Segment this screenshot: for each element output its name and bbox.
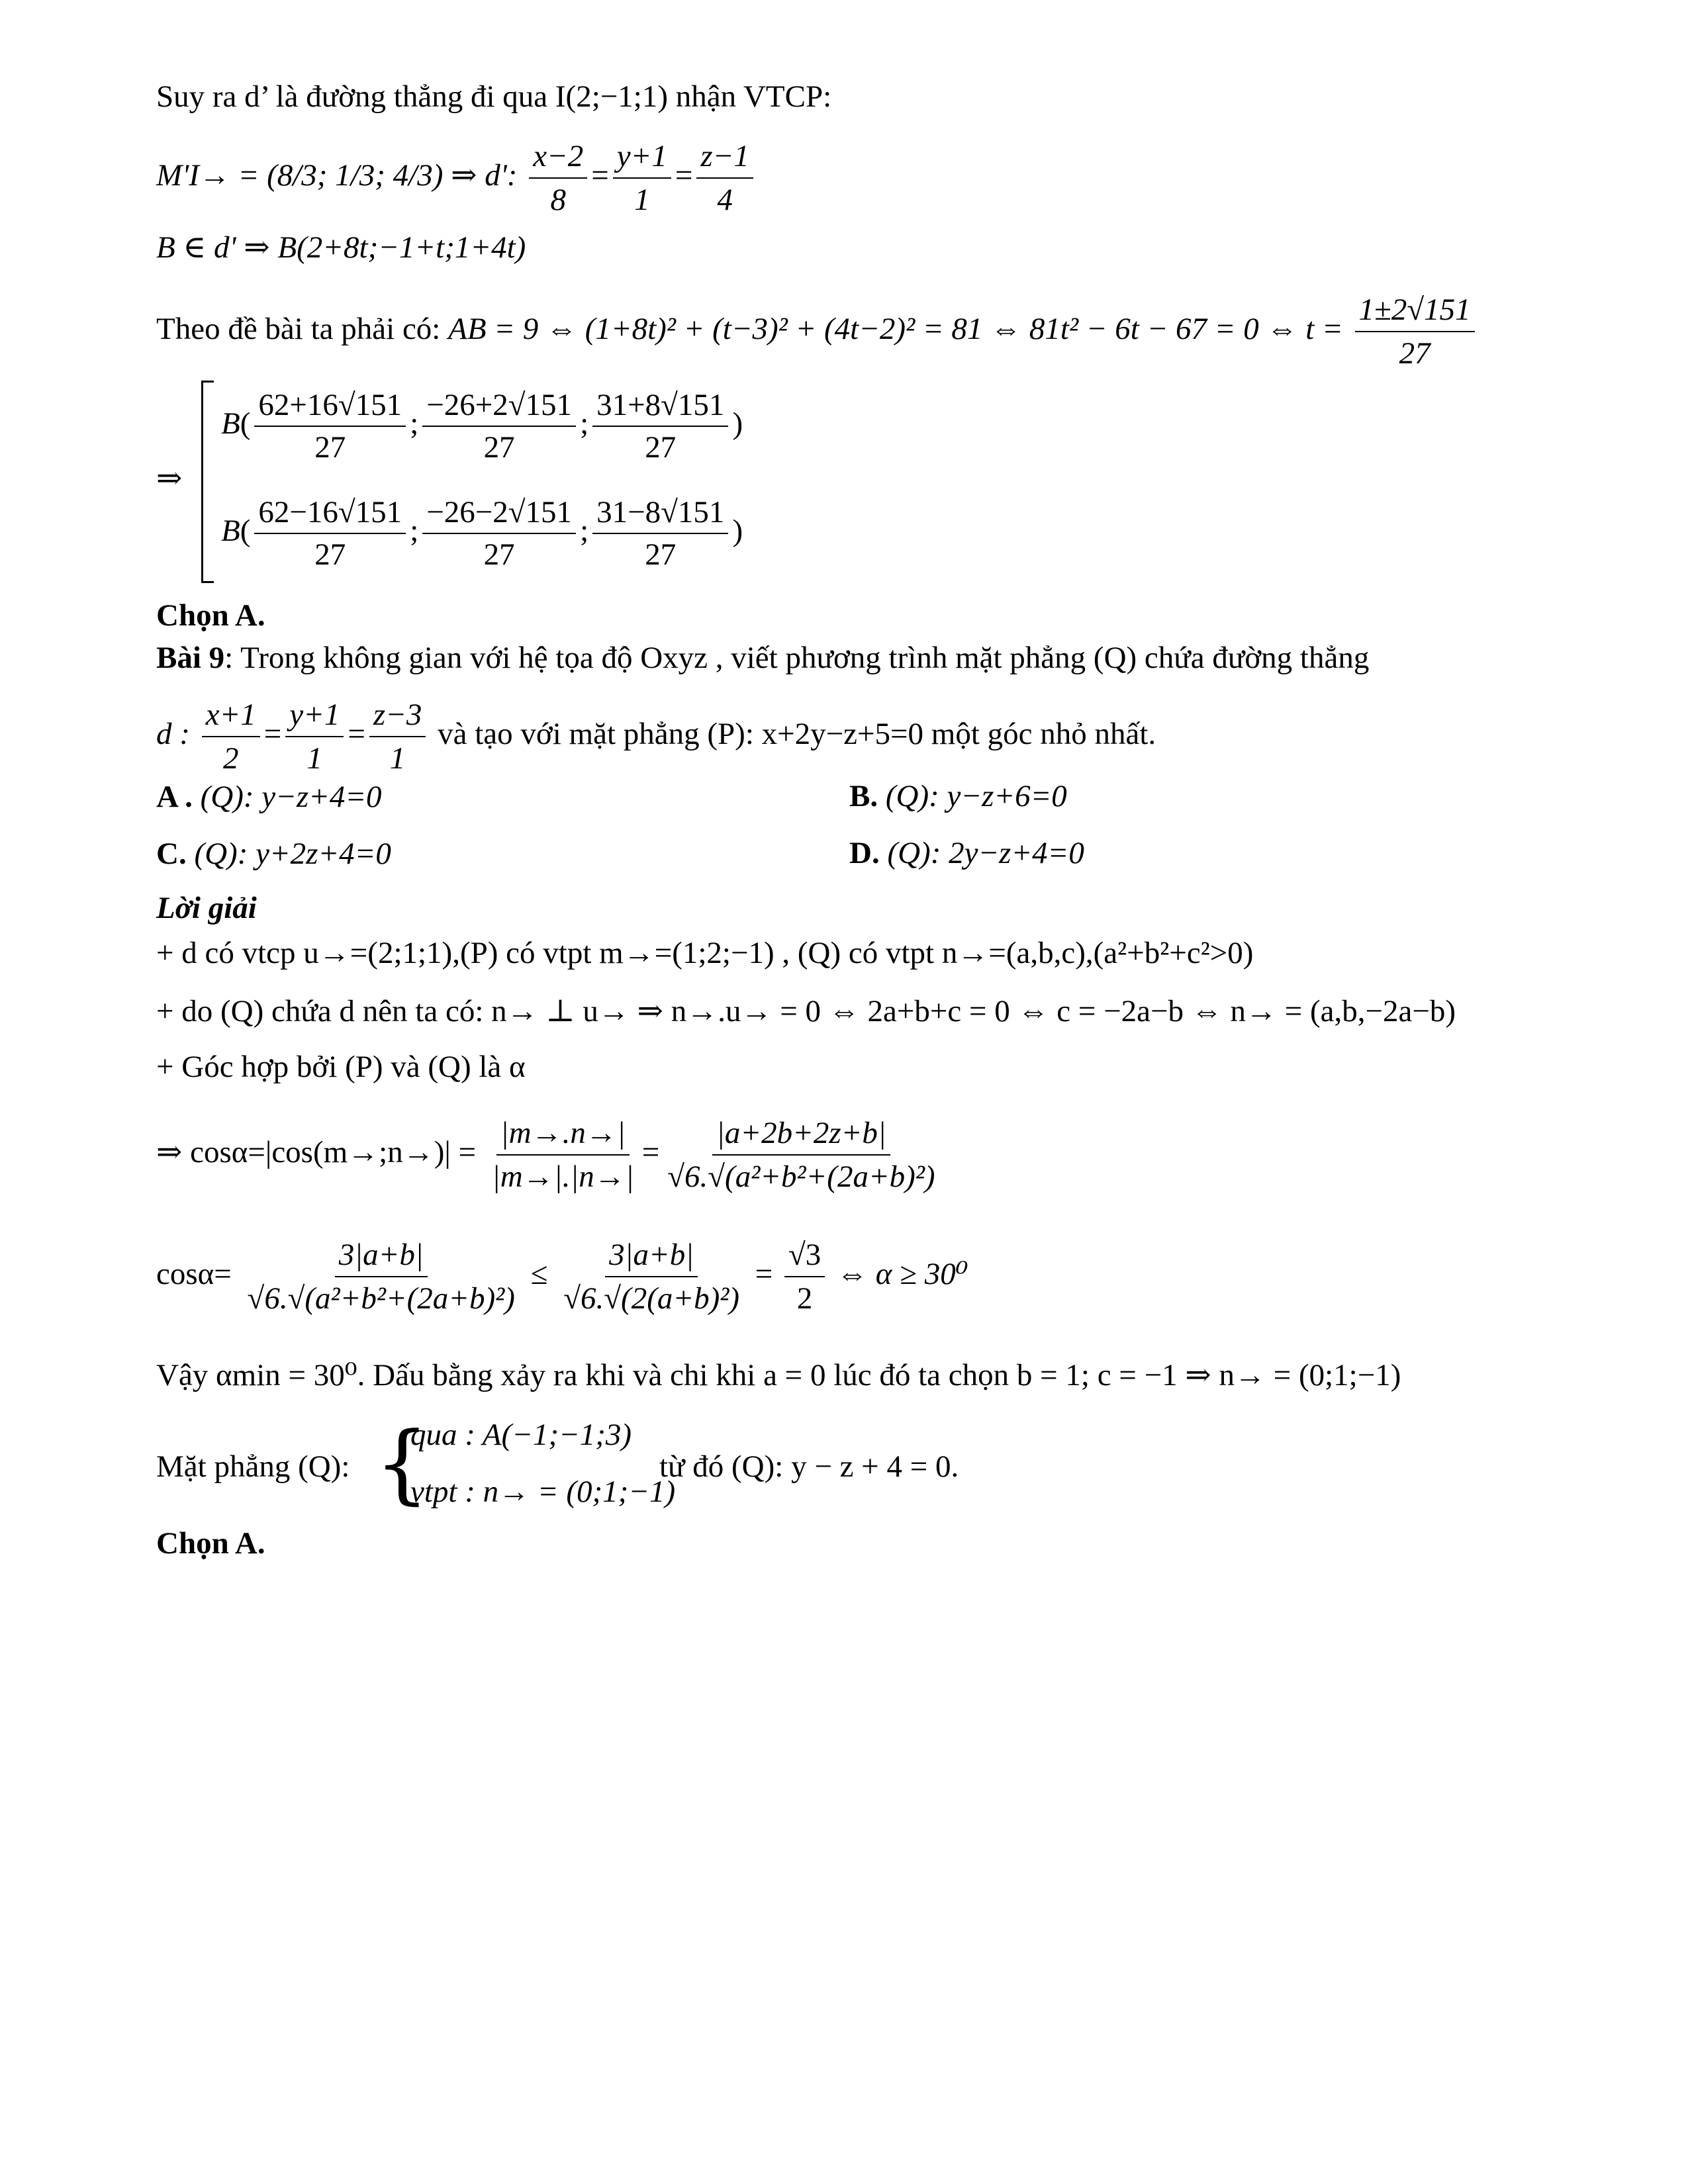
option-c: C. (Q): y+2z+4=0: [156, 837, 391, 871]
choose-answer-2: Chọn A.: [156, 1526, 265, 1561]
solution-heading: Lời giải: [156, 891, 257, 925]
fraction: $\frac{62+16√151}{27}$: [254, 387, 406, 465]
fraction: $\frac{z-3}{1}$: [369, 696, 426, 778]
solution-step-2: + do (Q) chứa d nên ta có: n→ ⊥ u→ ⇒ n→.u→ = 0 ⇔ 2a+b+c = 0 ⇔ c = −2a−b ⇔ n→ = (a,b,−2a−b): [156, 994, 1456, 1028]
fraction: $\frac{|a+2b+2z+b|}{\text{√6.√(a²+b²+(2a+b)²)}}$: [667, 1116, 935, 1195]
problem-9-label: Bài 9: [156, 641, 225, 675]
line-point-b-param: B ∈ d' ⇒ B(2+8t;−1+t;1+4t): [156, 230, 526, 265]
fraction: $\frac{y+1}{1}$: [613, 138, 671, 219]
option-b: B. (Q): y−z+6=0: [849, 779, 1067, 813]
solution-cos-formula: ⇒ cosα=|cos(m→;n→)| = $\frac{|m\to.n\to|}{|m\to|.|n\to|}$ = $\frac{|a+2b+2z+b|}{\text{√6.√(a²+b²+(2a+b)²)}}$: [156, 1115, 943, 1196]
fraction: $\frac{x-2}{8}$: [529, 138, 587, 219]
line-distance-condition: Theo đề bài ta phải có: AB = 9 ⇔ (1+8t)² + (t−3)² + (4t−2)² = 81 ⇔ 81t² − 6t − 67 = 0 ⇔ t = $\frac{1\pm 2√151}{27}$: [156, 291, 1479, 373]
option-d: D. (Q): 2y−z+4=0: [849, 836, 1084, 870]
fraction: $\frac{62-16√151}{27}$: [254, 494, 406, 572]
point-b-solution-2: B( $\frac{62-16√151}{27}$ ; $\frac{-26-2√151}{27}$ ; $\frac{31-8√151}{27}$ ): [221, 495, 743, 572]
line-direction-vector-intro: Suy ra d’ là đường thẳng đi qua I(2;−1;1) nhận VTCP:: [156, 79, 832, 114]
brace-symbol: {: [375, 1413, 430, 1514]
solution-step-3: + Góc hợp bởi (P) và (Q) là α: [156, 1050, 526, 1084]
line-line-equation: M'I→ = (8/3; 1/3; 4/3) ⇒ d': $\frac{x-2}{8}$ = $\frac{y+1}{1}$ = $\frac{z-1}{4}$: [156, 138, 757, 219]
solution-step-1: + d có vtcp u→=(2;1;1),(P) có vtpt m→=(1;2;−1) , (Q) có vtpt n→=(a,b,c),(a²+b²+c²>0): [156, 936, 1254, 970]
point-b-solution-1: B( $\frac{62+16√151}{27}$ ; $\frac{-26+2√151}{27}$ ; $\frac{31+8√151}{27}$ ): [221, 388, 743, 465]
fraction: $\frac{3|a+b|}{\text{√6.√(a²+b²+(2a+b)²)}}$: [247, 1238, 515, 1316]
option-a: A . (Q): y−z+4=0: [156, 780, 382, 814]
fraction: $\frac{√3}{2}$: [784, 1236, 825, 1318]
solution-bracket: [156, 381, 951, 592]
implies-symbol: ⇒: [156, 461, 183, 496]
fraction: $\frac{31-8√151}{27}$: [592, 494, 728, 572]
fraction: $\frac{-26-2√151}{27}$: [422, 494, 576, 572]
bracket-shape: [201, 381, 214, 583]
fraction: $\frac{1\pm 2√151}{27}$: [1355, 291, 1475, 373]
fraction: $\frac{y+1}{1}$: [285, 696, 344, 778]
fraction: $\frac{z-1}{4}$: [696, 138, 753, 219]
vector-mi-expression: M'I→ = (8/3; 1/3; 4/3) ⇒ d':: [156, 158, 518, 193]
solution-plane-q: Mặt phẳng (Q): { qua : A(−1;−1;3) vtpt : n→ = (0;1;−1) từ đó (Q): y − z + 4 = 0.: [156, 1413, 959, 1514]
fraction: $\frac{3|a+b|}{\text{√6.√(2(a+b)²)}}$: [563, 1238, 739, 1316]
fraction: $\frac{|m\to.n\to|}{|m\to|.|n\to|}$: [491, 1116, 634, 1195]
solution-min-angle: Vậy αmin = 30⁰. Dấu bằng xảy ra khi và chi khi a = 0 lúc đó ta chọn b = 1; c = −1 ⇒ n→ = (0;1;−1): [156, 1358, 1401, 1392]
solution-cos-inequality: cosα= $\frac{3|a+b|}{\text{√6.√(a²+b²+(2a+b)²)}}$ ≤ $\frac{3|a+b|}{\text{√6.√(2(a+b)²)}}$ = $\frac{√3}{2}$ ⇔ α ≥ 30⁰: [156, 1236, 968, 1318]
fraction: $\frac{31+8√151}{27}$: [592, 387, 728, 465]
choose-answer-1: Chọn A.: [156, 598, 265, 633]
problem-9-line-d: d : $\frac{x+1}{2}$ = $\frac{y+1}{1}$ = $\frac{z-3}{1}$ và tạo với mặt phẳng (P): x+2y−z+5=0 một góc nhỏ nhất.: [156, 696, 1156, 778]
problem-9-statement: Bài 9: Trong không gian với hệ tọa độ Oxyz , viết phương trình mặt phẳng (Q) chứa đường thẳng: [156, 641, 1370, 675]
fraction: $\frac{-26+2√151}{27}$: [422, 387, 576, 465]
fraction: $\frac{x+1}{2}$: [202, 696, 260, 778]
